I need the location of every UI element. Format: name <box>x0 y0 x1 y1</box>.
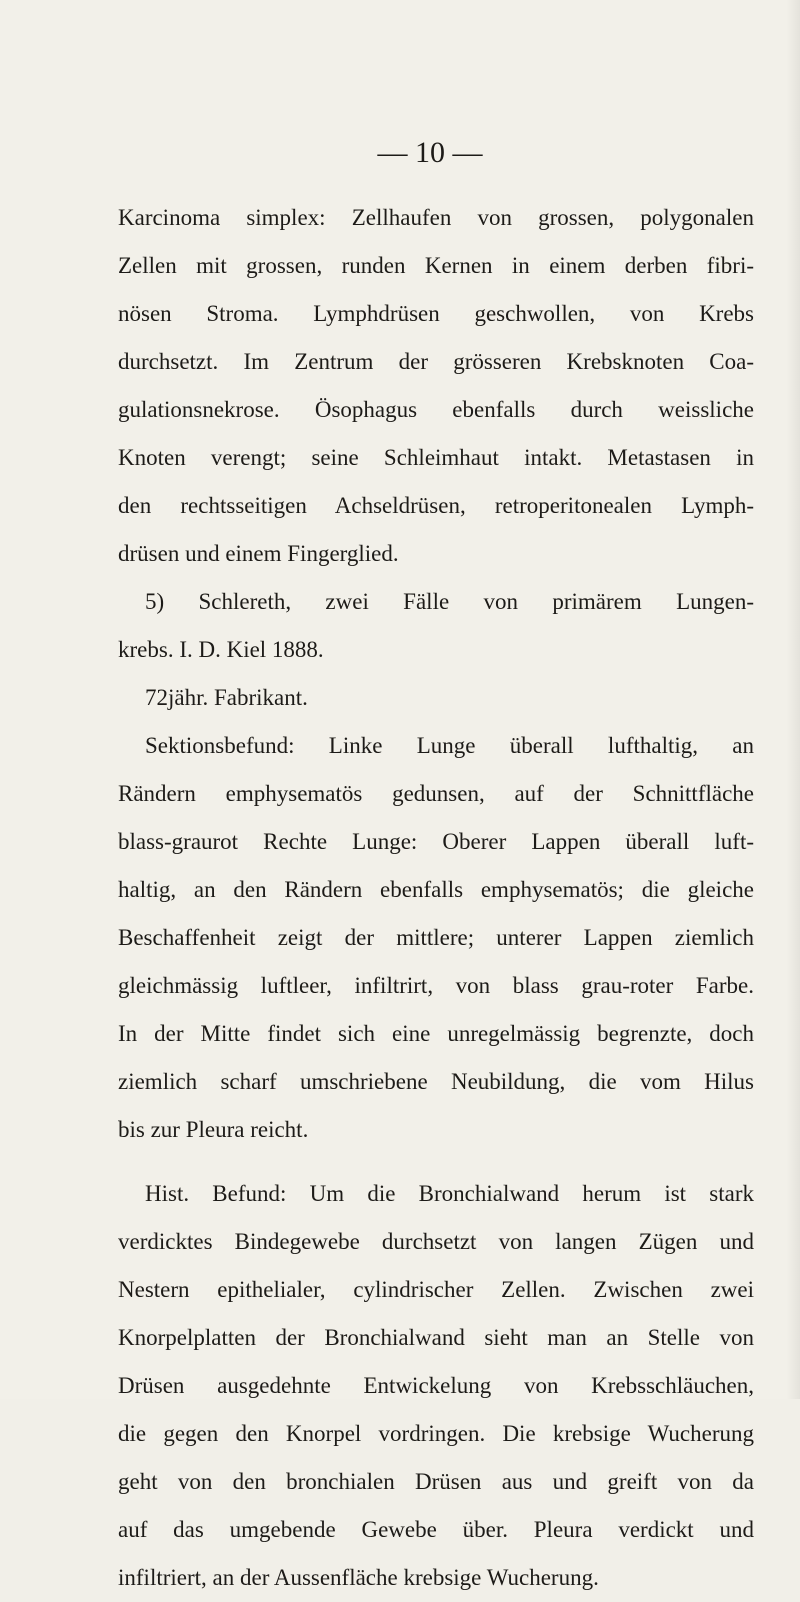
text-line: drüsen und einem Fingerglied. <box>118 541 399 566</box>
text-line: auf das umgebende Gewebe über. Pleura verdickt und <box>118 1517 754 1542</box>
paragraph-patient <box>118 674 754 722</box>
text-line: gulationsnekrose. Ösophagus ebenfalls durch weissliche <box>118 397 754 422</box>
text-line: ziemlich scharf umschriebene Neubildung, die vom Hilus <box>118 1069 754 1094</box>
text-line: gleichmässig luftleer, infiltrirt, von blass grau-roter Farbe. <box>118 973 754 998</box>
text-line: Zellen mit grossen, runden Kernen in einem derben fibri- <box>118 253 754 278</box>
text-line: krebs. I. D. Kiel 1888. <box>118 637 324 662</box>
body-text <box>118 194 754 1602</box>
text-line: durchsetzt. Im Zentrum der grösseren Krebsknoten Coa- <box>118 349 754 374</box>
paragraph-hist-befund <box>118 1170 754 1602</box>
paragraph-case-5 <box>118 578 754 674</box>
text-line: blass-graurot Rechte Lunge: Oberer Lappen überall luft- <box>118 829 754 854</box>
text-line: In der Mitte findet sich eine unregelmässig begrenzte, doch <box>118 1021 754 1046</box>
text-line: nösen Stroma. Lymphdrüsen geschwollen, von Krebs <box>118 301 754 326</box>
text-line: Rändern emphysematös gedunsen, auf der Schnittfläche <box>118 781 754 806</box>
paragraph-gap <box>118 1154 754 1170</box>
text-line: Sektionsbefund: Linke Lunge überall lufthaltig, an <box>145 733 754 758</box>
page-edge-shadow <box>786 0 800 1399</box>
text-line: haltig, an den Rändern ebenfalls emphysematös; die gleiche <box>118 877 754 902</box>
text-line: geht von den bronchialen Drüsen aus und greift von da <box>118 1469 754 1494</box>
text-line: infiltriert, an der Aussenfläche krebsige Wucherung. <box>118 1565 599 1590</box>
text-line: bis zur Pleura reicht. <box>118 1117 309 1142</box>
text-line: Knorpelplatten der Bronchialwand sieht man an Stelle von <box>118 1325 754 1350</box>
text-line: Drüsen ausgedehnte Entwickelung von Krebsschläuchen, <box>118 1373 754 1398</box>
text-line: Knoten verengt; seine Schleimhaut intakt. Metastasen in <box>118 445 754 470</box>
text-line: Hist. Befund: Um die Bronchialwand herum ist stark <box>145 1181 754 1206</box>
text-line: 72jähr. Fabrikant. <box>145 685 308 710</box>
text-line: verdicktes Bindegewebe durchsetzt von langen Zügen und <box>118 1229 754 1254</box>
paragraph-karcinoma <box>118 194 754 578</box>
paragraph-sektionsbefund <box>118 722 754 1154</box>
text-line: Beschaffenheit zeigt der mittlere; unterer Lappen ziemlich <box>118 925 754 950</box>
text-line: Karcinoma simplex: Zellhaufen von grossen, polygonalen <box>118 205 754 230</box>
text-line: den rechtsseitigen Achseldrüsen, retroperitonealen Lymph- <box>118 493 754 518</box>
text-line: 5) Schlereth, zwei Fälle von primärem Lungen- <box>145 589 754 614</box>
text-line: Nestern epithelialer, cylindrischer Zellen. Zwischen zwei <box>118 1277 754 1302</box>
page-number: — 10 — <box>377 136 483 169</box>
text-line: die gegen den Knorpel vordringen. Die krebsige Wucherung <box>118 1421 754 1446</box>
